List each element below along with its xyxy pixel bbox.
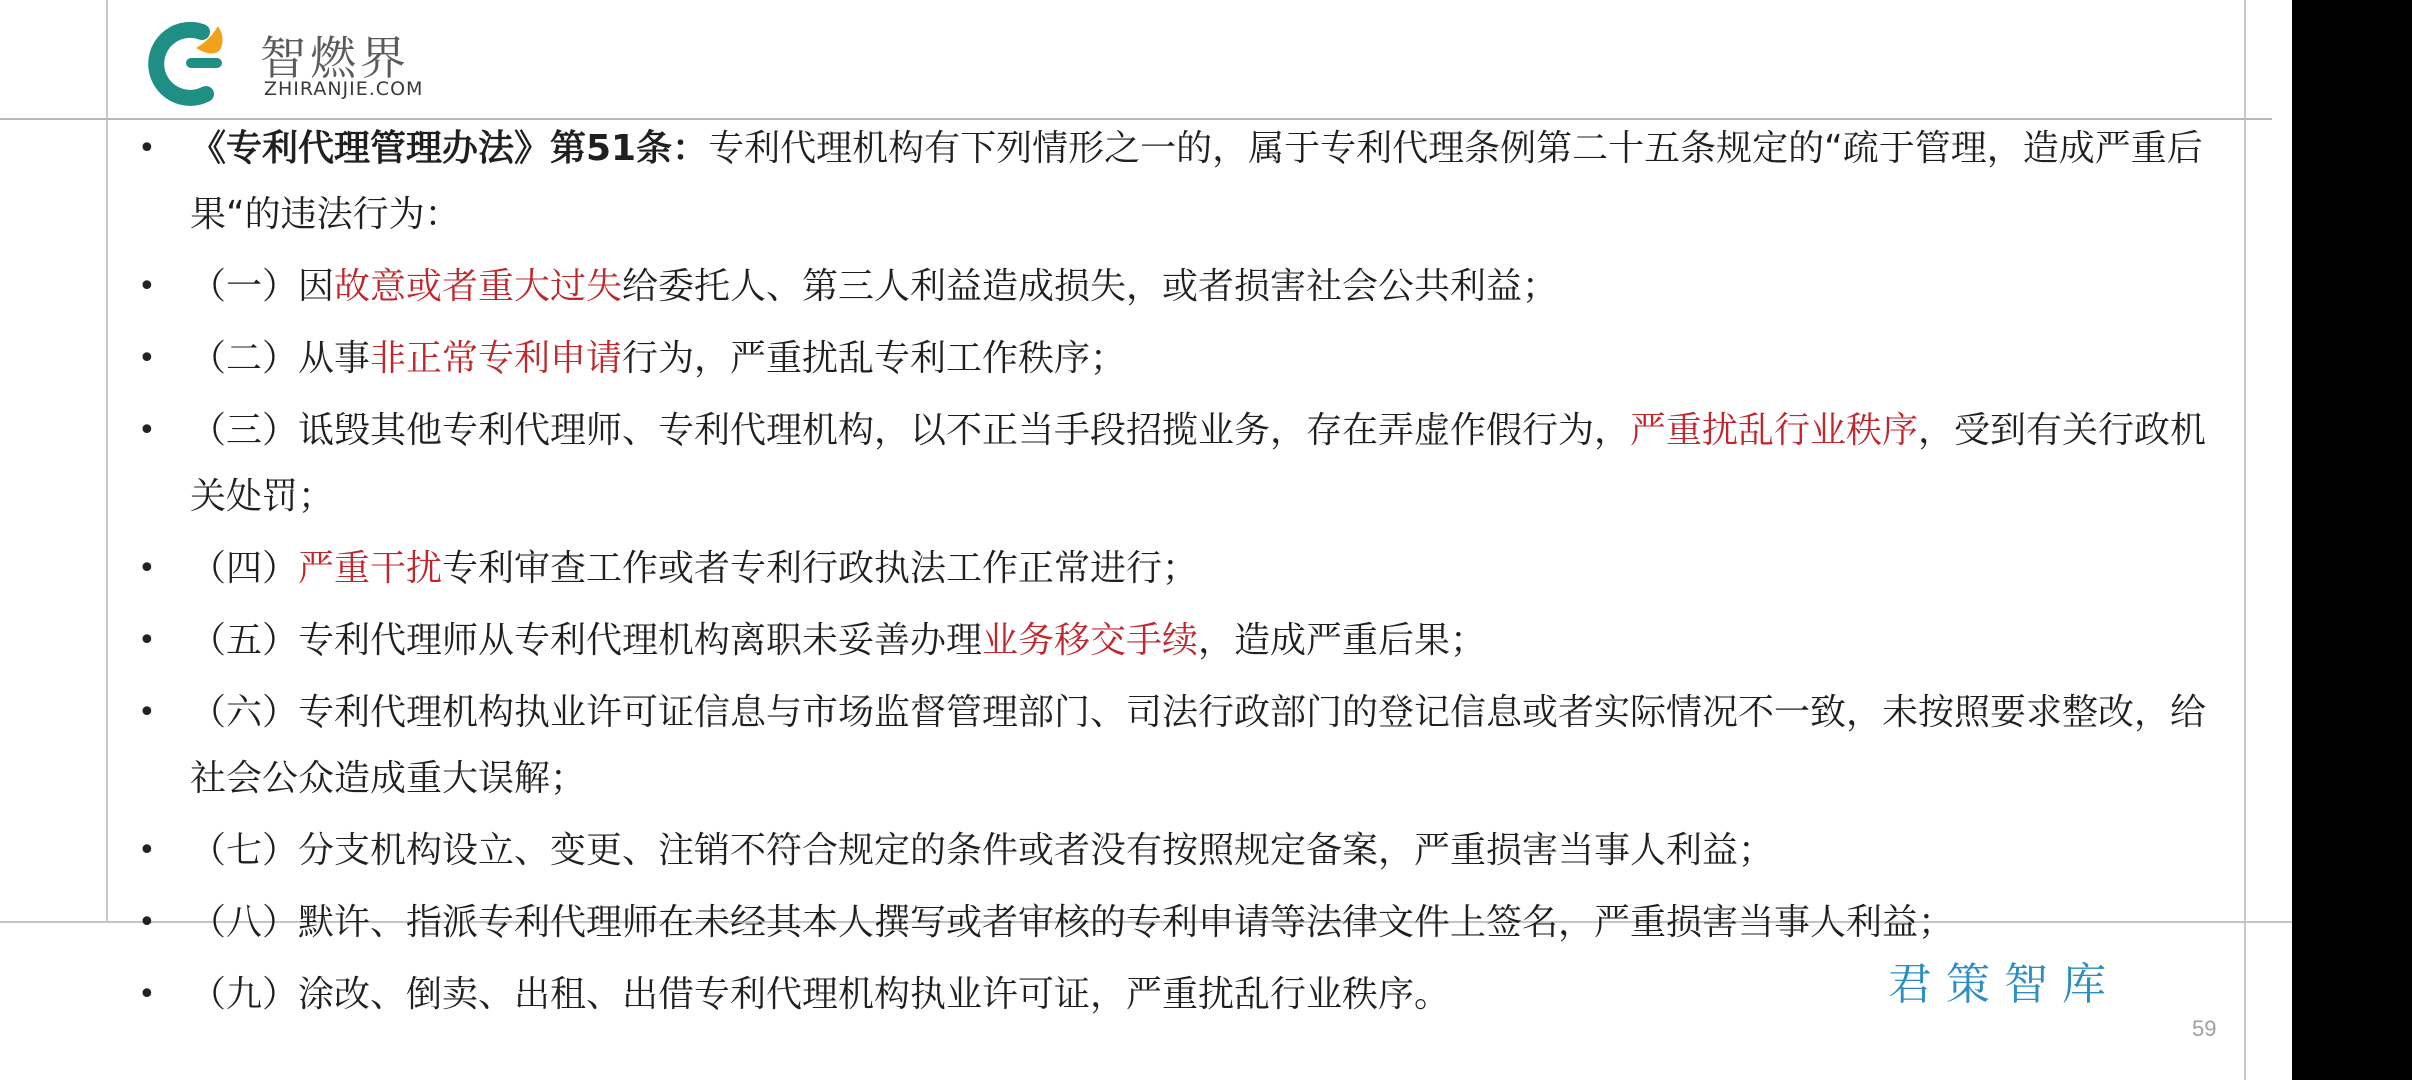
- bullet-icon: •: [138, 341, 156, 376]
- brand-watermark: 君策智库: [1888, 959, 2120, 1010]
- list-item: [130, 680, 2240, 812]
- bullet-icon: •: [138, 905, 156, 940]
- list-item: [130, 398, 2240, 530]
- article-title: 《专利代理管理办法》第51条：: [190, 128, 709, 169]
- item-text: （六）专利代理机构执业许可证信息与市场监督管理部门、司法行政部门的登记信息或者实际情况不一致，未按照要求整改，给社会公众造成重大误解；: [190, 692, 2207, 799]
- bullet-icon: •: [138, 413, 156, 448]
- logo-name: 智燃界: [260, 31, 410, 85]
- list-item: [130, 254, 2240, 320]
- page-number: 59: [2192, 1016, 2217, 1041]
- item-text: ，造成严重后果；: [1198, 620, 1487, 661]
- highlight-text: 严重干扰: [298, 548, 443, 589]
- bullet-icon: •: [138, 623, 156, 658]
- highlight-text: 业务移交手续: [982, 620, 1199, 661]
- item-text: （一）因: [190, 266, 335, 307]
- article-list: [130, 116, 2240, 1034]
- bullet-icon: •: [138, 977, 156, 1012]
- item-text: ，受到有关行政机关处罚；: [190, 410, 2207, 517]
- item-text: 行为，严重扰乱专利工作秩序；: [622, 338, 1127, 379]
- item-text: （二）从事: [190, 338, 371, 379]
- bullet-icon: •: [138, 833, 156, 868]
- list-item: [130, 890, 2240, 956]
- item-text: （七）分支机构设立、变更、注销不符合规定的条件或者没有按照规定备案，严重损害当事人利益；: [190, 830, 1775, 871]
- bullet-icon: •: [138, 551, 156, 586]
- item-text: （五）专利代理师从专利代理机构离职未妥善办理: [190, 620, 983, 661]
- item-text: 专利审查工作或者专利行政执法工作正常进行；: [442, 548, 1199, 589]
- bullet-icon: •: [138, 269, 156, 304]
- item-text: 专利代理机构有下列情形之一的，属于专利代理条例第二十五条规定的“疏于管理，造成严重后果“的违法行为：: [190, 128, 2203, 235]
- item-text: （四）: [190, 548, 299, 589]
- logo-url: ZHIRANJIE.COM: [264, 78, 424, 100]
- item-text: （九）涂改、倒卖、出租、出借专利代理机构执业许可证，严重扰乱行业秩序。: [190, 974, 1451, 1015]
- bullet-icon: •: [138, 695, 156, 730]
- list-item: [130, 116, 2240, 248]
- highlight-text: 非正常专利申请: [370, 338, 623, 379]
- logo: [140, 18, 480, 110]
- vertical-divider-left: [106, 0, 108, 922]
- list-item: [130, 818, 2240, 884]
- item-text: 给委托人、第三人利益造成损失，或者损害社会公共利益；: [622, 266, 1559, 307]
- highlight-text: 严重扰乱行业秩序: [1630, 410, 1919, 451]
- list-item: [130, 326, 2240, 392]
- vertical-divider-right: [2244, 0, 2246, 1080]
- screen-edge-bar: [2292, 0, 2412, 1080]
- list-item: [130, 536, 2240, 602]
- item-text: （三）诋毁其他专利代理师、专利代理机构，以不正当手段招揽业务，存在弄虚作假行为，: [190, 410, 1631, 451]
- bullet-icon: •: [138, 131, 156, 166]
- list-item: [130, 608, 2240, 674]
- item-text: （八）默许、指派专利代理师在未经其本人撰写或者审核的专利申请等法律文件上签名，严重损害当事人利益；: [190, 902, 1955, 943]
- highlight-text: 故意或者重大过失: [334, 266, 623, 307]
- logo-mark-icon: [140, 18, 250, 110]
